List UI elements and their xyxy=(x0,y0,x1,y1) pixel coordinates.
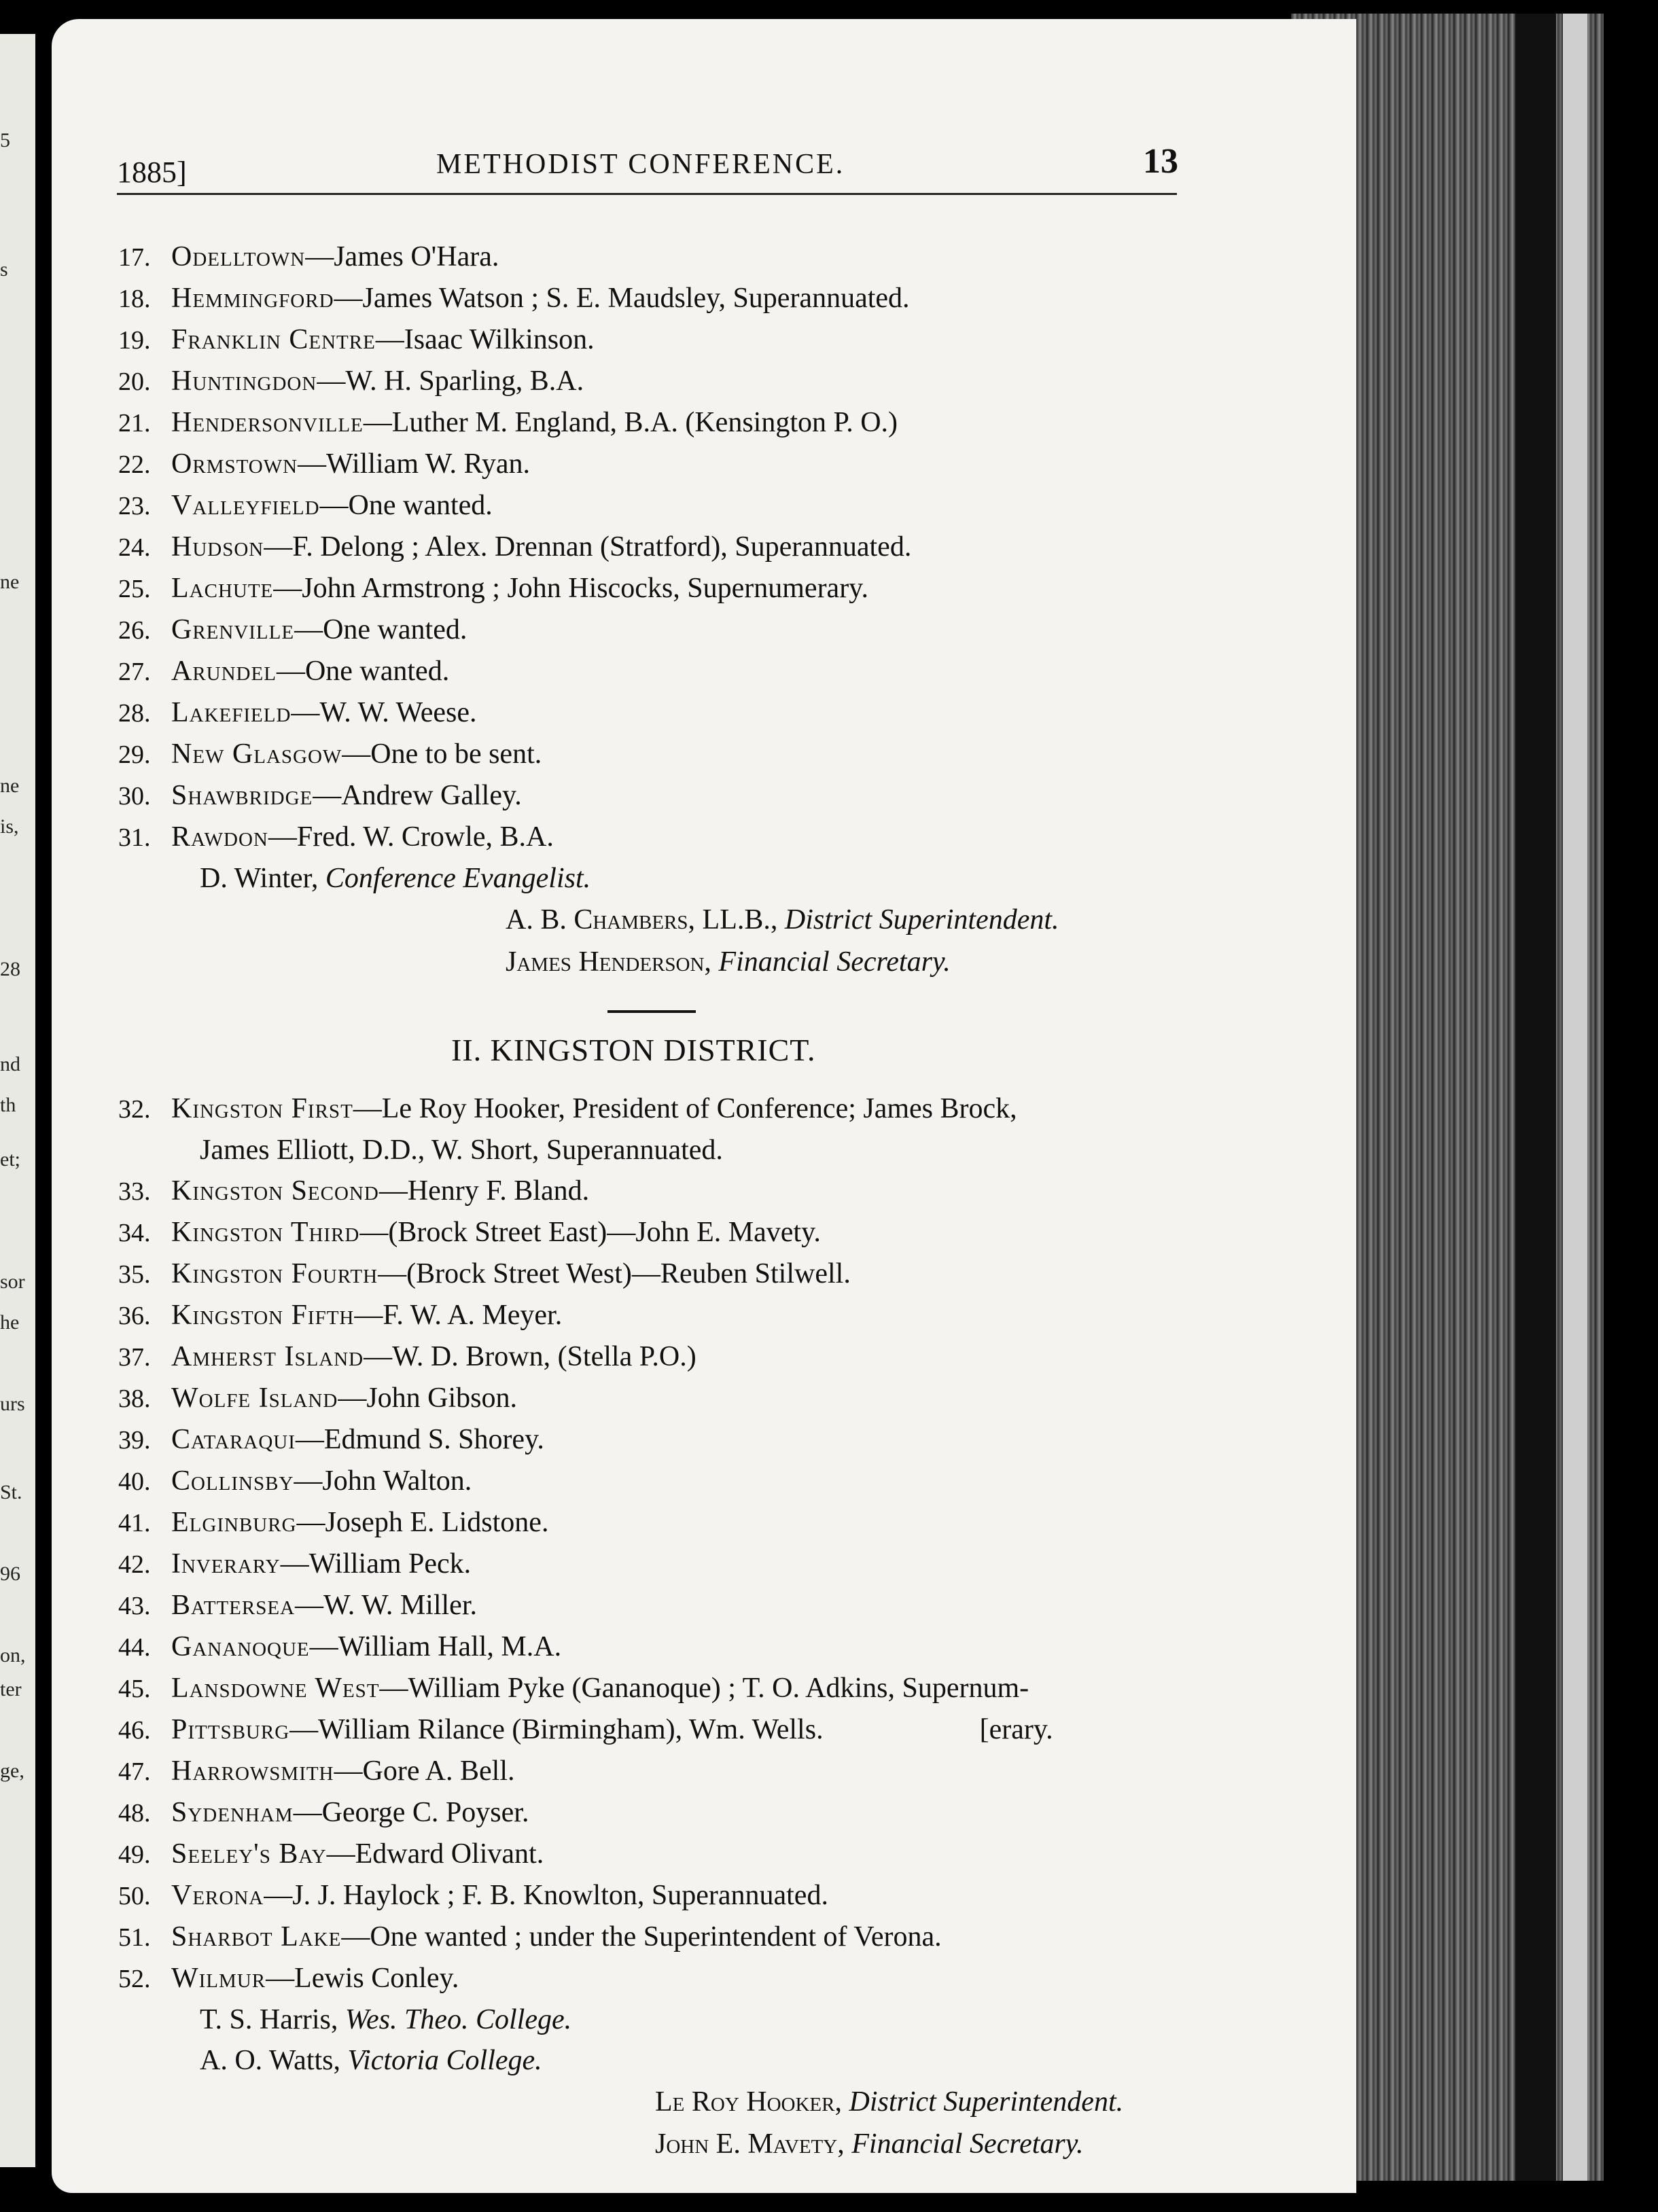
station-entry xyxy=(118,1958,1273,1999)
station-place: Shawbridge xyxy=(171,780,313,811)
station-number: 36. xyxy=(118,1302,151,1330)
station-entry xyxy=(118,278,1273,319)
signature-line xyxy=(118,1999,1273,2040)
station-number: 28. xyxy=(118,699,151,728)
margin-fragment: 28 xyxy=(0,958,20,980)
station-place: Hemmingford xyxy=(171,283,334,314)
station-entry xyxy=(118,1419,1273,1461)
evangelist-name: D. Winter, xyxy=(200,863,319,894)
station-ministers: —Luther M. England, B.A. (Kensington P. O.) xyxy=(363,407,898,438)
station-number: 35. xyxy=(118,1260,151,1289)
station-entry xyxy=(118,1834,1273,1875)
station-place: Harrowsmith xyxy=(171,1755,334,1787)
station-entry xyxy=(118,1295,1273,1336)
conference-evangelist-line xyxy=(118,858,1273,899)
station-place: Arundel xyxy=(171,656,277,687)
station-place: Lakefield xyxy=(171,697,292,728)
adjacent-page-edge xyxy=(0,34,35,2167)
station-place: Sydenham xyxy=(171,1797,294,1828)
station-number: 37. xyxy=(118,1343,151,1372)
station-entry xyxy=(118,734,1273,775)
station-entry xyxy=(118,692,1273,734)
station-list xyxy=(118,236,1273,2165)
station-number: 50. xyxy=(118,1882,151,1910)
station-ministers: —William W. Ryan. xyxy=(298,448,530,480)
station-entry xyxy=(118,1502,1273,1544)
station-ministers: —William Hall, M.A. xyxy=(309,1631,562,1662)
section-divider xyxy=(607,1010,696,1013)
margin-fragment: th xyxy=(0,1094,16,1116)
station-place: Kingston Fifth xyxy=(171,1300,355,1331)
hyphenation-tail: [erary. xyxy=(979,1714,1053,1745)
station-number: 31. xyxy=(118,823,151,852)
station-number: 24. xyxy=(118,533,151,562)
district-heading: II. KINGSTON DISTRICT. xyxy=(451,1033,816,1067)
header-rule xyxy=(117,193,1177,195)
station-ministers: —One to be sent. xyxy=(342,738,542,770)
station-entry xyxy=(118,1751,1273,1792)
station-entry xyxy=(118,1875,1273,1916)
page-edge-highlight xyxy=(1563,14,1587,2181)
station-ministers: —(Brock Street East)—John E. Mavety. xyxy=(359,1217,821,1248)
station-entry xyxy=(118,568,1273,609)
station-place: Wolfe Island xyxy=(171,1382,338,1414)
station-number: 20. xyxy=(118,368,151,396)
station-ministers: —John Walton. xyxy=(294,1465,472,1497)
station-number: 18. xyxy=(118,285,151,313)
signatory-role: District Superintendent. xyxy=(849,2086,1124,2118)
margin-fragment: ter xyxy=(0,1678,22,1700)
book-page xyxy=(52,19,1356,2193)
station-number: 21. xyxy=(118,409,151,438)
margin-fragment: on, xyxy=(0,1644,26,1666)
station-number: 17. xyxy=(118,243,151,272)
station-entry xyxy=(118,1792,1273,1834)
station-ministers: —George C. Poyser. xyxy=(293,1797,529,1828)
station-place: Grenville xyxy=(171,614,295,645)
station-ministers: —W. H. Sparling, B.A. xyxy=(317,365,584,397)
station-place: Gananoque xyxy=(171,1631,310,1662)
station-entry xyxy=(118,609,1273,651)
station-ministers: —Lewis Conley. xyxy=(266,1963,459,1994)
header-title: METHODIST CONFERENCE. xyxy=(436,149,845,180)
station-place: Huntingdon xyxy=(171,365,317,397)
margin-fragment: sor xyxy=(0,1270,25,1293)
margin-fragment: urs xyxy=(0,1393,25,1415)
station-number: 34. xyxy=(118,1219,151,1247)
station-ministers: —William Rilance (Birmingham), Wm. Wells. xyxy=(289,1714,824,1745)
page-number: 13 xyxy=(1143,142,1178,181)
station-entry xyxy=(118,1585,1273,1626)
station-place: Seeley's Bay xyxy=(171,1838,327,1870)
station-place: Battersea xyxy=(171,1590,296,1621)
station-entry xyxy=(118,236,1273,278)
signatory-name: John E. Mavety, xyxy=(655,2128,845,2160)
station-ministers: —W. W. Weese. xyxy=(291,697,477,728)
station-entry xyxy=(118,1461,1273,1502)
margin-fragment: is, xyxy=(0,815,19,838)
station-ministers: —Gore A. Bell. xyxy=(334,1755,515,1787)
station-number: 30. xyxy=(118,782,151,810)
margin-fragment: he xyxy=(0,1311,20,1334)
station-entry xyxy=(118,1088,1273,1130)
station-entry xyxy=(118,817,1273,858)
station-entry xyxy=(118,361,1273,402)
margin-fragment: 96 xyxy=(0,1563,20,1585)
station-ministers: —J. J. Haylock ; F. B. Knowlton, Superannuated. xyxy=(264,1880,828,1911)
station-ministers: —One wanted ; under the Superintendent of Verona. xyxy=(341,1921,942,1952)
station-number: 38. xyxy=(118,1385,151,1413)
station-entry xyxy=(118,1378,1273,1419)
station-number: 44. xyxy=(118,1633,151,1662)
station-place: Verona xyxy=(171,1880,264,1911)
station-number: 45. xyxy=(118,1675,151,1703)
station-entry xyxy=(118,444,1273,485)
station-entry xyxy=(118,1626,1273,1668)
station-entry xyxy=(118,402,1273,444)
station-number: 46. xyxy=(118,1716,151,1745)
signatory-role: Financial Secretary. xyxy=(718,946,951,978)
evangelist-role: Conference Evangelist. xyxy=(325,863,591,894)
station-ministers: —One wanted. xyxy=(294,614,468,645)
signatory-role: Victoria College. xyxy=(347,2045,542,2076)
station-place: Odelltown xyxy=(171,241,306,272)
station-entry xyxy=(118,1171,1273,1212)
margin-fragment: nd xyxy=(0,1053,20,1075)
station-entry xyxy=(118,485,1273,527)
station-number: 19. xyxy=(118,326,151,355)
station-place: Amherst Island xyxy=(171,1341,364,1372)
page-edge-shadow xyxy=(1515,14,1556,2181)
station-ministers: —John Armstrong ; John Hiscocks, Supernumerary. xyxy=(273,573,868,604)
station-ministers: —F. Delong ; Alex. Drennan (Stratford), Superannuated. xyxy=(264,531,912,563)
station-entry xyxy=(118,1253,1273,1295)
station-place: Valleyfield xyxy=(171,490,320,521)
station-ministers: —W. W. Miller. xyxy=(295,1590,477,1621)
signatory-name: James Henderson, xyxy=(506,946,711,978)
station-ministers: —William Peck. xyxy=(280,1548,472,1580)
station-ministers: —Fred. W. Crowle, B.A. xyxy=(268,821,554,853)
margin-fragment: ge, xyxy=(0,1760,24,1782)
station-entry xyxy=(118,1212,1273,1253)
station-place: Franklin Centre xyxy=(171,324,376,355)
station-number: 51. xyxy=(118,1923,151,1952)
station-entry xyxy=(118,1916,1273,1958)
station-entry-continuation: James Elliott, D.D., W. Short, Superannuated. xyxy=(200,1135,723,1166)
station-number: 32. xyxy=(118,1095,151,1124)
signatory-role: Wes. Theo. College. xyxy=(345,2004,572,2035)
station-number: 25. xyxy=(118,575,151,603)
station-entry xyxy=(118,1668,1273,1709)
margin-fragment: ne xyxy=(0,774,20,797)
station-place: Rawdon xyxy=(171,821,268,853)
station-number: 41. xyxy=(118,1509,151,1537)
signatory-name: A. O. Watts, xyxy=(200,2045,341,2076)
station-entry xyxy=(118,319,1273,361)
station-place: Wilmur xyxy=(171,1963,266,1994)
station-place: Pittsburg xyxy=(171,1714,290,1745)
station-place: Lachute xyxy=(171,573,274,604)
station-place: Lansdowne West xyxy=(171,1673,380,1704)
station-entry xyxy=(118,651,1273,692)
margin-fragment: 5 xyxy=(0,129,10,151)
station-number: 29. xyxy=(118,741,151,769)
signature-line xyxy=(118,2040,1273,2081)
station-place: Ormstown xyxy=(171,448,298,480)
station-entry xyxy=(118,775,1273,817)
station-ministers: —James O'Hara. xyxy=(305,241,499,272)
station-ministers: —W. D. Brown, (Stella P.O.) xyxy=(364,1341,696,1372)
station-ministers: —Andrew Galley. xyxy=(313,780,522,811)
signatory-role: Financial Secretary. xyxy=(851,2128,1084,2160)
running-header xyxy=(117,141,1177,196)
signatory-name: Le Roy Hooker, xyxy=(655,2086,842,2118)
station-number: 22. xyxy=(118,450,151,479)
station-number: 48. xyxy=(118,1799,151,1827)
station-ministers: —One wanted. xyxy=(319,490,493,521)
station-number: 40. xyxy=(118,1467,151,1496)
station-place: Kingston Second xyxy=(171,1175,379,1207)
station-ministers: —Isaac Wilkinson. xyxy=(375,324,595,355)
station-number: 23. xyxy=(118,492,151,520)
station-place: New Glasgow xyxy=(171,738,342,770)
station-entry xyxy=(118,1336,1273,1378)
signatory-name: A. B. Chambers, LL.B., xyxy=(506,904,778,935)
station-ministers: —John Gibson. xyxy=(338,1382,518,1414)
station-number: 47. xyxy=(118,1758,151,1786)
station-ministers: —Henry F. Bland. xyxy=(378,1175,590,1207)
station-number: 26. xyxy=(118,616,151,645)
station-ministers: —One wanted. xyxy=(276,656,450,687)
station-ministers: —Le Roy Hooker, President of Conference; James Brock, xyxy=(353,1093,1017,1124)
station-ministers: —Edmund S. Shorey. xyxy=(295,1424,544,1455)
station-place: Hudson xyxy=(171,531,264,563)
signature-line xyxy=(118,899,1273,941)
station-number: 39. xyxy=(118,1426,151,1455)
station-ministers: —James Watson ; S. E. Maudsley, Superannuated. xyxy=(334,283,910,314)
margin-fragment: et; xyxy=(0,1148,20,1171)
station-place: Hendersonville xyxy=(171,407,364,438)
station-ministers: —Joseph E. Lidstone. xyxy=(296,1507,549,1538)
station-number: 33. xyxy=(118,1177,151,1206)
margin-fragment: ne xyxy=(0,571,20,593)
station-place: Cataraqui xyxy=(171,1424,296,1455)
station-place: Inverary xyxy=(171,1548,281,1580)
signatory-role: District Superintendent. xyxy=(784,904,1059,935)
margin-fragment: s xyxy=(0,258,8,281)
station-place: Elginburg xyxy=(171,1507,297,1538)
station-entry xyxy=(118,527,1273,568)
station-place: Kingston Third xyxy=(171,1217,360,1248)
station-ministers: —William Pyke (Gananoque) ; T. O. Adkins, Supernum- xyxy=(379,1673,1029,1704)
station-entry xyxy=(118,1709,1273,1751)
header-year: 1885] xyxy=(117,156,187,189)
station-number: 52. xyxy=(118,1965,151,1993)
station-number: 49. xyxy=(118,1840,151,1869)
station-place: Kingston Fourth xyxy=(171,1258,378,1289)
signatory-name: T. S. Harris, xyxy=(200,2004,338,2035)
signature-line xyxy=(118,2123,1273,2165)
station-number: 43. xyxy=(118,1592,151,1620)
station-place: Kingston First xyxy=(171,1093,353,1124)
station-ministers: —(Brock Street West)—Reuben Stilwell. xyxy=(378,1258,851,1289)
station-ministers: —F. W. A. Meyer. xyxy=(354,1300,563,1331)
signature-line xyxy=(118,941,1273,983)
station-place: Collinsby xyxy=(171,1465,294,1497)
margin-fragment: St. xyxy=(0,1481,22,1503)
station-number: 27. xyxy=(118,658,151,686)
station-number: 42. xyxy=(118,1550,151,1579)
station-place: Sharbot Lake xyxy=(171,1921,342,1952)
signature-line xyxy=(118,2081,1273,2123)
station-entry xyxy=(118,1544,1273,1585)
station-ministers: —Edward Olivant. xyxy=(326,1838,544,1870)
